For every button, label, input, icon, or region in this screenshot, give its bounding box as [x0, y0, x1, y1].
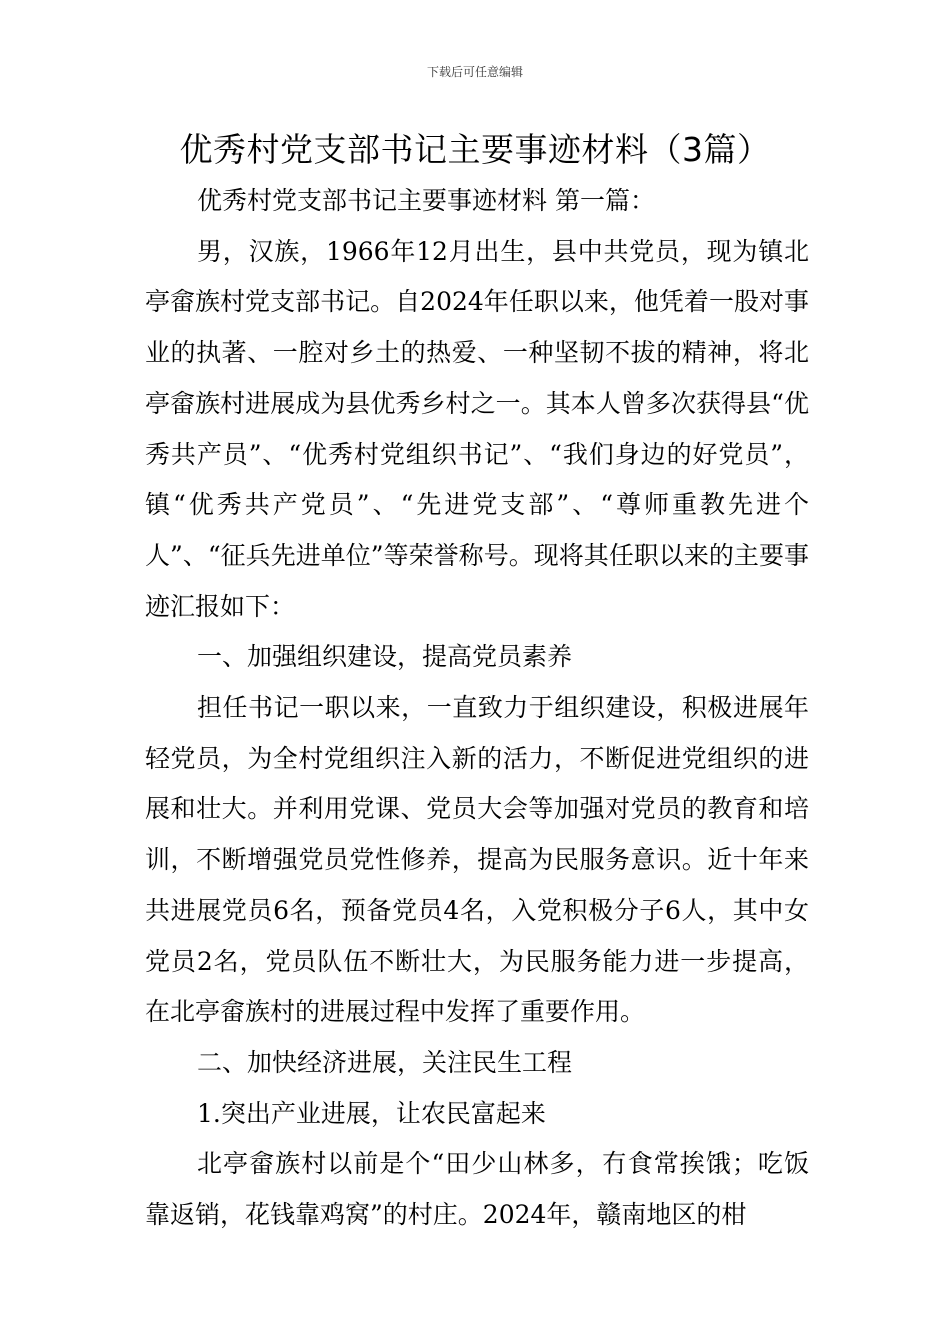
header-note: 下载后可任意编辑 [426, 65, 523, 79]
paragraph-section-heading: 优秀村党支部书记主要事迹材料 第一篇： [197, 186, 655, 215]
paragraph-org-building: 担任书记一职以来，一直致力于组织建设，积极进展年轻党员，为全村党组织注入新的活力，不断促进党组织的进展和壮大。并利用党课、党员大会等加强对党员的教育和培训，不断增强党员党性修养，提高为民服务意识。近十年来共进展党员6名，预备党员4名，入党积极分子6人，其中女党员2名，党员队伍不断壮大，为民服务能力进一步提高，在北亭畲族村的进展过程中发挥了重要作用。 [145, 693, 809, 1027]
paragraph-heading-2: 二、加快经济进展，关注民生工程 [197, 1047, 573, 1077]
paragraph-village-history: 北亭畲族村以前是个“田少山林多，冇食常挨饿；吃饭靠返销，花钱靠鸡窝”的村庄。2024年，赣南地区的柑 [145, 1149, 809, 1230]
paragraph-intro: 男，汉族，1966年12月出生，县中共党员，现为镇北亭畲族村党支部书记。自2024年任职以来，他凭着一股对事业的执著、一腔对乡土的热爱、一种坚韧不拔的精神，将北亭畲族村进展成为县优秀乡村之一。其本人曾多次获得县“优秀共产员”、“优秀村党组织书记”、“我们身边的好党员”，镇“优秀共产党员”、“先进党支部”、“尊师重教先进个人”、“征兵先进单位”等荣誉称号。现将其任职以来的主要事迹汇报如下： [145, 236, 809, 621]
paragraph-subheading-1: 1.突出产业进展，让农民富起来 [197, 1098, 546, 1128]
document-title: 优秀村党支部书记主要事迹材料（3篇） [179, 130, 771, 169]
paragraph-heading-1: 一、加强组织建设，提高党员素养 [197, 642, 573, 672]
document-body [145, 176, 809, 1241]
